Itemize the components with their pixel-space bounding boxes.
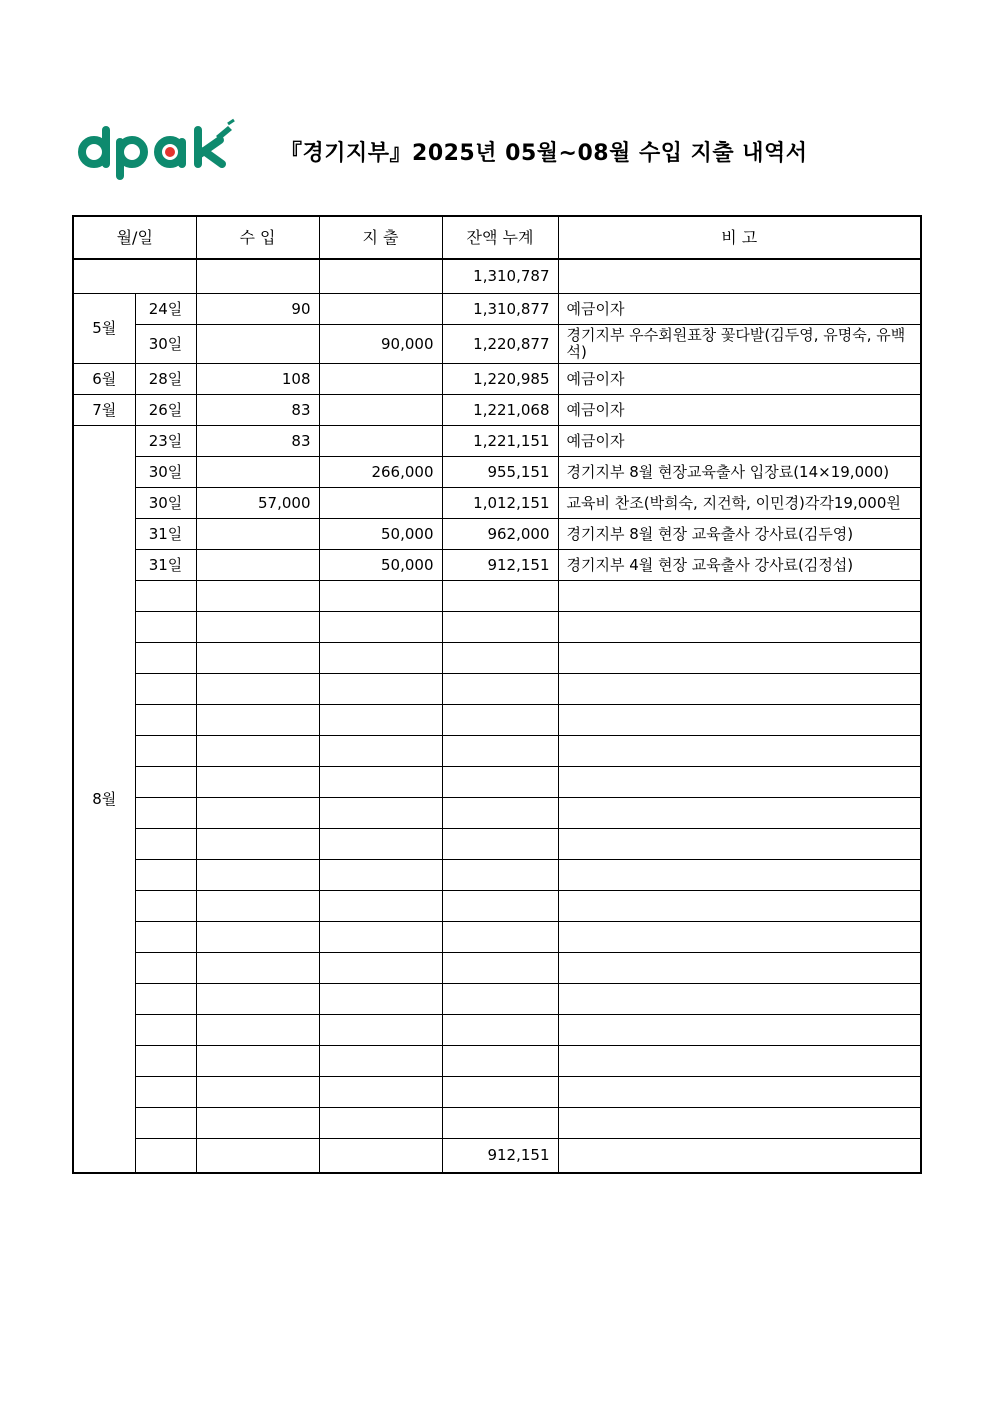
empty-row bbox=[73, 612, 921, 643]
balance-cell: 1,220,985 bbox=[442, 364, 558, 395]
note-cell: 예금이자 bbox=[558, 294, 921, 325]
balance-cell: 1,221,151 bbox=[442, 426, 558, 457]
income-cell: 57,000 bbox=[196, 488, 319, 519]
day-cell: 26일 bbox=[135, 395, 196, 426]
empty-row bbox=[73, 1077, 921, 1108]
expense-cell bbox=[319, 294, 442, 325]
header-row bbox=[73, 216, 921, 259]
header-note: 비 고 bbox=[558, 216, 921, 259]
expense-cell bbox=[319, 488, 442, 519]
expense-cell bbox=[319, 364, 442, 395]
empty-row bbox=[73, 798, 921, 829]
empty-row bbox=[73, 736, 921, 767]
table-row bbox=[73, 488, 921, 519]
ledger-table bbox=[72, 215, 922, 1174]
document-title: 『경기지부』2025년 05월~08월 수입 지출 내역서 bbox=[280, 141, 808, 166]
expense-cell: 50,000 bbox=[319, 550, 442, 581]
empty-row bbox=[73, 1015, 921, 1046]
balance-cell: 955,151 bbox=[442, 457, 558, 488]
note-cell: 예금이자 bbox=[558, 426, 921, 457]
balance-cell: 1,012,151 bbox=[442, 488, 558, 519]
expense-cell bbox=[319, 426, 442, 457]
month-aug: 8월 bbox=[73, 426, 135, 1174]
day-cell: 24일 bbox=[135, 294, 196, 325]
note-cell: 교육비 찬조(박희숙, 지건학, 이민경)각각19,000원 bbox=[558, 488, 921, 519]
empty-row bbox=[73, 674, 921, 705]
table-row bbox=[73, 395, 921, 426]
empty-row bbox=[73, 1108, 921, 1139]
table-row bbox=[73, 550, 921, 581]
expense-cell: 266,000 bbox=[319, 457, 442, 488]
table-row bbox=[73, 519, 921, 550]
table-row bbox=[73, 325, 921, 364]
opening-balance: 1,310,787 bbox=[442, 259, 558, 294]
income-cell: 83 bbox=[196, 395, 319, 426]
empty-row bbox=[73, 581, 921, 612]
header-income: 수 입 bbox=[196, 216, 319, 259]
note-cell: 예금이자 bbox=[558, 395, 921, 426]
day-cell: 30일 bbox=[135, 488, 196, 519]
empty-row bbox=[73, 860, 921, 891]
income-cell bbox=[196, 457, 319, 488]
month-may: 5월 bbox=[73, 294, 135, 364]
note-cell: 경기지부 우수회원표창 꽃다발(김두영, 유명숙, 유백석) bbox=[558, 325, 921, 364]
balance-cell: 1,220,877 bbox=[442, 325, 558, 364]
table-row bbox=[73, 364, 921, 395]
table-row bbox=[73, 457, 921, 488]
table-row bbox=[73, 294, 921, 325]
income-cell bbox=[196, 519, 319, 550]
income-cell: 83 bbox=[196, 426, 319, 457]
empty-row bbox=[73, 705, 921, 736]
note-cell: 경기지부 4월 현장 교육출사 강사료(김정섭) bbox=[558, 550, 921, 581]
opening-row bbox=[73, 259, 921, 294]
closing-row bbox=[73, 1139, 921, 1174]
expense-cell: 90,000 bbox=[319, 325, 442, 364]
note-cell: 경기지부 8월 현장 교육출사 강사료(김두영) bbox=[558, 519, 921, 550]
balance-cell: 962,000 bbox=[442, 519, 558, 550]
empty-row bbox=[73, 829, 921, 860]
balance-cell: 912,151 bbox=[442, 550, 558, 581]
note-cell: 예금이자 bbox=[558, 364, 921, 395]
balance-cell: 1,221,068 bbox=[442, 395, 558, 426]
day-cell: 30일 bbox=[135, 325, 196, 364]
empty-row bbox=[73, 643, 921, 674]
day-cell: 23일 bbox=[135, 426, 196, 457]
empty-row bbox=[73, 922, 921, 953]
header-month-day: 월/일 bbox=[73, 216, 196, 259]
dpak-logo bbox=[76, 118, 236, 180]
header-expense: 지 출 bbox=[319, 216, 442, 259]
income-cell: 108 bbox=[196, 364, 319, 395]
note-cell: 경기지부 8월 현장교육출사 입장료(14×19,000) bbox=[558, 457, 921, 488]
expense-cell: 50,000 bbox=[319, 519, 442, 550]
header-balance: 잔액 누계 bbox=[442, 216, 558, 259]
day-cell: 28일 bbox=[135, 364, 196, 395]
empty-row bbox=[73, 1046, 921, 1077]
closing-balance: 912,151 bbox=[442, 1139, 558, 1174]
income-cell bbox=[196, 325, 319, 364]
balance-cell: 1,310,877 bbox=[442, 294, 558, 325]
table-row bbox=[73, 426, 921, 457]
empty-row bbox=[73, 984, 921, 1015]
empty-row bbox=[73, 891, 921, 922]
day-cell: 31일 bbox=[135, 519, 196, 550]
empty-row bbox=[73, 767, 921, 798]
day-cell: 31일 bbox=[135, 550, 196, 581]
month-jun: 6월 bbox=[73, 364, 135, 395]
day-cell: 30일 bbox=[135, 457, 196, 488]
empty-row bbox=[73, 953, 921, 984]
expense-cell bbox=[319, 395, 442, 426]
income-cell bbox=[196, 550, 319, 581]
income-cell: 90 bbox=[196, 294, 319, 325]
month-jul: 7월 bbox=[73, 395, 135, 426]
